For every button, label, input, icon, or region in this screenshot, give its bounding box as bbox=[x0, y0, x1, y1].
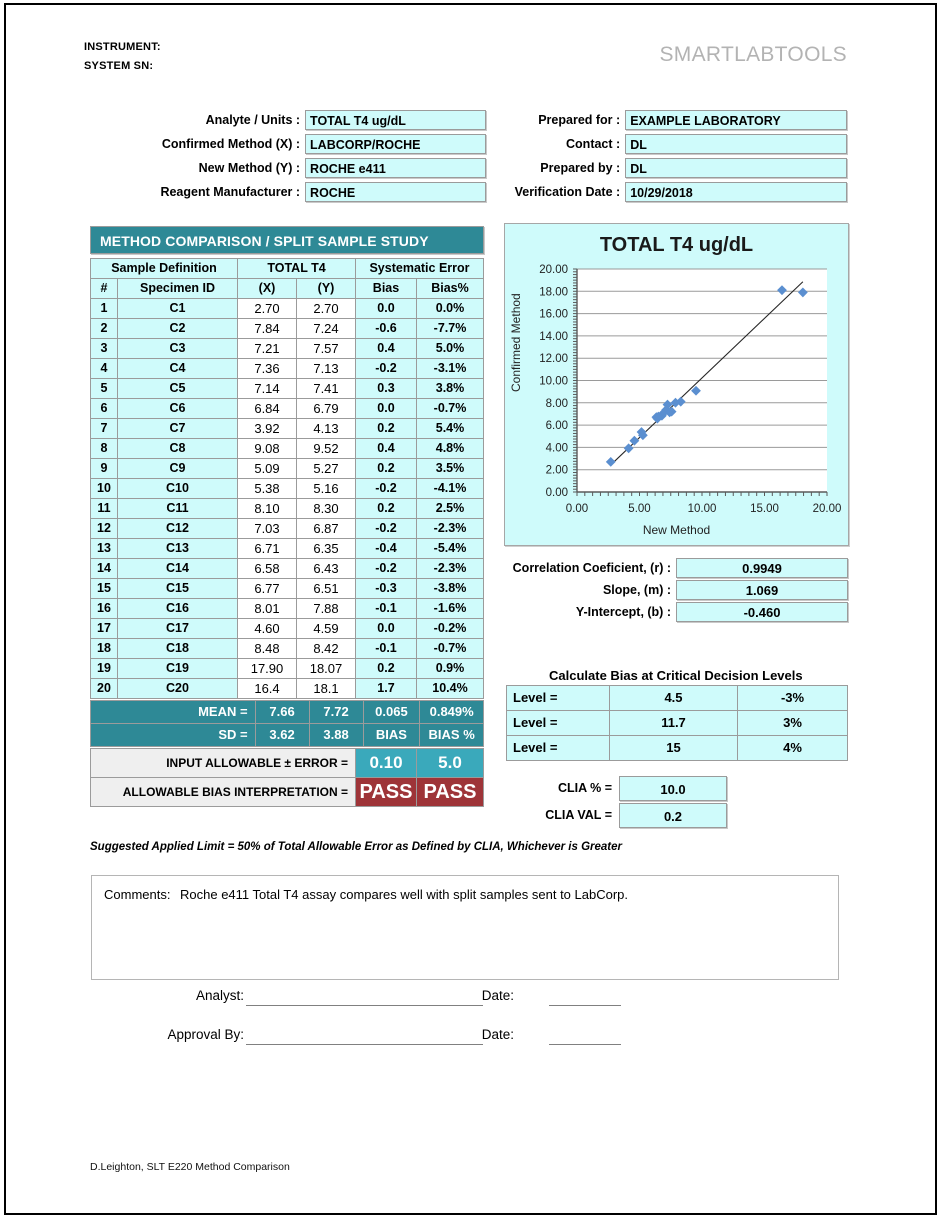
table-row bbox=[91, 539, 483, 558]
cell-x-value: 7.84 bbox=[238, 319, 296, 338]
cell-bias-pct: 0.0% bbox=[417, 299, 483, 318]
table-row bbox=[91, 459, 483, 478]
cell-index: 14 bbox=[91, 559, 117, 578]
table-row bbox=[91, 619, 483, 638]
chart-y-axis-label: Confirmed Method bbox=[509, 293, 523, 392]
critical-level-label: Level = bbox=[507, 736, 609, 760]
clia-label: CLIA % = bbox=[557, 781, 612, 795]
clia-value[interactable]: 10.0 bbox=[619, 776, 727, 801]
method-comparison-table bbox=[90, 226, 484, 807]
cell-index: 12 bbox=[91, 519, 117, 538]
cell-y-value: 8.42 bbox=[297, 639, 355, 658]
cell-y-value: 6.51 bbox=[297, 579, 355, 598]
cell-bias: 0.4 bbox=[356, 439, 416, 458]
cell-index: 8 bbox=[91, 439, 117, 458]
cell-x-value: 8.48 bbox=[238, 639, 296, 658]
analyte-info-label: New Method (Y) : bbox=[198, 161, 301, 175]
table-row bbox=[91, 439, 483, 458]
cell-specimen-id: C19 bbox=[118, 659, 237, 678]
critical-level-value[interactable]: 11.7 bbox=[610, 711, 737, 735]
cell-specimen-id: C2 bbox=[118, 319, 237, 338]
cell-y-value: 7.88 bbox=[297, 599, 355, 618]
svg-text:16.00: 16.00 bbox=[539, 308, 568, 321]
clia-label: CLIA VAL = bbox=[545, 808, 612, 822]
table-row bbox=[91, 579, 483, 598]
prep-info-value[interactable]: EXAMPLE LABORATORY bbox=[625, 110, 847, 130]
cell-bias-pct: -3.1% bbox=[417, 359, 483, 378]
critical-level-label: Level = bbox=[507, 686, 609, 710]
analyte-info-label: Confirmed Method (X) : bbox=[161, 137, 301, 151]
cell-bias: 0.0 bbox=[356, 399, 416, 418]
svg-text:10.00: 10.00 bbox=[687, 503, 717, 515]
cell-bias-pct: -1.6% bbox=[417, 599, 483, 618]
interpretation-row bbox=[91, 778, 483, 806]
prep-info-value[interactable]: 10/29/2018 bbox=[625, 182, 847, 202]
cell-index: 7 bbox=[91, 419, 117, 438]
preparation-info-block bbox=[497, 109, 847, 205]
cell-y-value: 4.13 bbox=[297, 419, 355, 438]
sd-row bbox=[91, 724, 483, 746]
svg-text:15.00: 15.00 bbox=[750, 503, 779, 515]
critical-level-bias: 4% bbox=[738, 736, 847, 760]
allowable-error-label: INPUT ALLOWABLE ± ERROR = bbox=[91, 749, 355, 777]
approval-label: Approval By: bbox=[167, 1027, 244, 1042]
stat-label: Slope, (m) : bbox=[602, 582, 671, 597]
interpretation-label: ALLOWABLE BIAS INTERPRETATION = bbox=[91, 778, 355, 806]
date-label-2: Date: bbox=[481, 1027, 514, 1042]
cell-x-value: 3.92 bbox=[238, 419, 296, 438]
stat-row bbox=[506, 601, 848, 622]
cell-bias: 0.2 bbox=[356, 459, 416, 478]
cell-bias: 0.0 bbox=[356, 299, 416, 318]
cell-y-value: 6.43 bbox=[297, 559, 355, 578]
cell-y-value: 18.07 bbox=[297, 659, 355, 678]
critical-level-row bbox=[507, 686, 847, 710]
allowable-error-pct[interactable]: 5.0 bbox=[417, 749, 483, 777]
cell-specimen-id: C6 bbox=[118, 399, 237, 418]
cell-index: 4 bbox=[91, 359, 117, 378]
cell-index: 15 bbox=[91, 579, 117, 598]
sd-bias-pct-header: BIAS % bbox=[420, 724, 483, 746]
stat-value[interactable]: 1.069 bbox=[676, 580, 848, 600]
cell-index: 19 bbox=[91, 659, 117, 678]
cell-specimen-id: C9 bbox=[118, 459, 237, 478]
cell-bias: 0.4 bbox=[356, 339, 416, 358]
cell-y-value: 5.16 bbox=[297, 479, 355, 498]
cell-specimen-id: C17 bbox=[118, 619, 237, 638]
prep-info-label: Verification Date : bbox=[514, 185, 621, 199]
cell-bias-pct: -5.4% bbox=[417, 539, 483, 558]
sd-x: 3.62 bbox=[256, 724, 309, 746]
critical-decision-levels-table bbox=[506, 685, 848, 761]
column-header-cell: Bias% bbox=[417, 279, 483, 298]
table-row bbox=[91, 379, 483, 398]
cell-x-value: 7.03 bbox=[238, 519, 296, 538]
comments-label: Comments: bbox=[104, 887, 171, 902]
document-footer: D.Leighton, SLT E220 Method Comparison bbox=[90, 1161, 290, 1173]
analyst-date-line[interactable] bbox=[549, 1005, 621, 1006]
cell-bias-pct: -2.3% bbox=[417, 559, 483, 578]
cell-bias: 0.3 bbox=[356, 379, 416, 398]
analyte-info-row bbox=[141, 133, 486, 155]
prep-info-row bbox=[497, 133, 847, 155]
cell-index: 11 bbox=[91, 499, 117, 518]
cell-specimen-id: C3 bbox=[118, 339, 237, 358]
cell-x-value: 6.77 bbox=[238, 579, 296, 598]
group-header-cell: Systematic Error bbox=[356, 259, 483, 278]
cell-y-value: 7.24 bbox=[297, 319, 355, 338]
critical-levels-title: Calculate Bias at Critical Decision Levels bbox=[549, 668, 803, 683]
table-row bbox=[91, 299, 483, 318]
interpretation-bias-status: PASS bbox=[356, 778, 416, 806]
cell-specimen-id: C14 bbox=[118, 559, 237, 578]
stat-label: Y-Intercept, (b) : bbox=[575, 604, 671, 619]
comments-text: Roche e411 Total T4 assay compares well with split samples sent to LabCorp. bbox=[180, 887, 629, 902]
table-row bbox=[91, 559, 483, 578]
svg-text:18.00: 18.00 bbox=[539, 286, 568, 299]
prep-info-row bbox=[497, 109, 847, 131]
clia-value[interactable]: 0.2 bbox=[619, 803, 727, 828]
svg-text:8.00: 8.00 bbox=[545, 397, 568, 410]
analyte-info-value[interactable]: ROCHE e411 bbox=[305, 158, 486, 178]
cell-y-value: 8.30 bbox=[297, 499, 355, 518]
mean-bias-pct: 0.849% bbox=[420, 701, 483, 723]
prep-info-value[interactable]: DL bbox=[625, 158, 847, 178]
cell-x-value: 6.58 bbox=[238, 559, 296, 578]
critical-level-label: Level = bbox=[507, 711, 609, 735]
date-label-1: Date: bbox=[481, 988, 514, 1003]
sd-y: 3.88 bbox=[310, 724, 363, 746]
cell-y-value: 6.87 bbox=[297, 519, 355, 538]
scatter-chart bbox=[504, 223, 849, 546]
analyte-info-label: Analyte / Units : bbox=[205, 113, 301, 127]
cell-index: 18 bbox=[91, 639, 117, 658]
allowable-error-bias[interactable]: 0.10 bbox=[356, 749, 416, 777]
critical-level-bias: -3% bbox=[738, 686, 847, 710]
table-title: METHOD COMPARISON / SPLIT SAMPLE STUDY bbox=[90, 226, 484, 254]
cell-x-value: 5.38 bbox=[238, 479, 296, 498]
table-row bbox=[91, 679, 483, 698]
cell-bias: -0.2 bbox=[356, 519, 416, 538]
stat-row bbox=[506, 579, 848, 600]
mean-y: 7.72 bbox=[310, 701, 363, 723]
cell-bias: -0.2 bbox=[356, 559, 416, 578]
approval-signature-line[interactable] bbox=[246, 1044, 483, 1045]
cell-x-value: 7.21 bbox=[238, 339, 296, 358]
table-row bbox=[91, 319, 483, 338]
cell-specimen-id: C15 bbox=[118, 579, 237, 598]
cell-x-value: 6.84 bbox=[238, 399, 296, 418]
cell-y-value: 4.59 bbox=[297, 619, 355, 638]
mean-bias: 0.065 bbox=[364, 701, 420, 723]
table-row bbox=[91, 599, 483, 618]
table-row bbox=[91, 479, 483, 498]
group-header-cell: TOTAL T4 bbox=[238, 259, 355, 278]
cell-bias-pct: -2.3% bbox=[417, 519, 483, 538]
svg-text:20.00: 20.00 bbox=[539, 264, 568, 276]
cell-bias: -0.3 bbox=[356, 579, 416, 598]
svg-text:14.00: 14.00 bbox=[539, 330, 568, 343]
svg-text:0.00: 0.00 bbox=[545, 487, 568, 499]
cell-index: 9 bbox=[91, 459, 117, 478]
cell-specimen-id: C10 bbox=[118, 479, 237, 498]
group-header-cell: Sample Definition bbox=[91, 259, 237, 278]
cell-specimen-id: C18 bbox=[118, 639, 237, 658]
critical-level-bias: 3% bbox=[738, 711, 847, 735]
analyte-info-label: Reagent Manufacturer : bbox=[160, 185, 301, 199]
cell-x-value: 17.90 bbox=[238, 659, 296, 678]
cell-index: 2 bbox=[91, 319, 117, 338]
mean-label: MEAN = bbox=[91, 701, 255, 723]
cell-index: 5 bbox=[91, 379, 117, 398]
cell-specimen-id: C11 bbox=[118, 499, 237, 518]
critical-level-row bbox=[507, 711, 847, 735]
cell-specimen-id: C16 bbox=[118, 599, 237, 618]
cell-y-value: 7.41 bbox=[297, 379, 355, 398]
analyte-info-block bbox=[141, 109, 486, 205]
cell-bias: -0.4 bbox=[356, 539, 416, 558]
instrument-header bbox=[84, 38, 161, 76]
brand-logo: SMARTLABTOOLS bbox=[659, 43, 847, 66]
cell-specimen-id: C7 bbox=[118, 419, 237, 438]
cell-bias-pct: 3.5% bbox=[417, 459, 483, 478]
cell-x-value: 9.08 bbox=[238, 439, 296, 458]
cell-bias: -0.1 bbox=[356, 639, 416, 658]
table-row bbox=[91, 339, 483, 358]
prep-info-row bbox=[497, 157, 847, 179]
cell-x-value: 16.4 bbox=[238, 679, 296, 698]
report-page bbox=[4, 3, 937, 1215]
column-header-cell: # bbox=[91, 279, 117, 298]
cell-bias-pct: 5.4% bbox=[417, 419, 483, 438]
prep-info-value[interactable]: DL bbox=[625, 134, 847, 154]
cell-bias-pct: -7.7% bbox=[417, 319, 483, 338]
mean-row bbox=[91, 701, 483, 723]
svg-text:0.00: 0.00 bbox=[565, 503, 589, 515]
cell-bias: -0.2 bbox=[356, 479, 416, 498]
cell-bias-pct: 0.9% bbox=[417, 659, 483, 678]
summary-mean-sd-grid bbox=[90, 700, 484, 747]
approval-date-line[interactable] bbox=[549, 1044, 621, 1045]
cell-y-value: 2.70 bbox=[297, 299, 355, 318]
analyst-label: Analyst: bbox=[195, 988, 244, 1003]
cell-specimen-id: C12 bbox=[118, 519, 237, 538]
cell-x-value: 8.01 bbox=[238, 599, 296, 618]
chart-plot-area bbox=[505, 224, 850, 547]
cell-y-value: 18.1 bbox=[297, 679, 355, 698]
column-header-cell: Specimen ID bbox=[118, 279, 237, 298]
cell-bias: 1.7 bbox=[356, 679, 416, 698]
stat-value[interactable]: -0.460 bbox=[676, 602, 848, 622]
cell-bias-pct: -0.2% bbox=[417, 619, 483, 638]
regression-stats-block bbox=[506, 557, 848, 623]
stat-row bbox=[506, 557, 848, 578]
prep-info-row bbox=[497, 181, 847, 203]
table-group-header-row bbox=[91, 259, 483, 278]
cell-bias: 0.2 bbox=[356, 499, 416, 518]
cell-specimen-id: C20 bbox=[118, 679, 237, 698]
svg-text:10.00: 10.00 bbox=[539, 375, 568, 388]
cell-specimen-id: C1 bbox=[118, 299, 237, 318]
cell-y-value: 5.27 bbox=[297, 459, 355, 478]
sd-label: SD = bbox=[91, 724, 255, 746]
cell-index: 20 bbox=[91, 679, 117, 698]
allowable-error-grid bbox=[90, 748, 484, 807]
cell-index: 3 bbox=[91, 339, 117, 358]
cell-bias: 0.2 bbox=[356, 659, 416, 678]
instrument-label: INSTRUMENT: bbox=[84, 41, 161, 53]
analyte-info-value[interactable]: LABCORP/ROCHE bbox=[305, 134, 486, 154]
stat-value[interactable]: 0.9949 bbox=[676, 558, 848, 578]
svg-text:2.00: 2.00 bbox=[545, 464, 568, 477]
analyte-info-row bbox=[141, 157, 486, 179]
table-row bbox=[91, 419, 483, 438]
table-row bbox=[91, 519, 483, 538]
prep-info-label: Contact : bbox=[566, 137, 621, 151]
chart-title: TOTAL T4 ug/dL bbox=[599, 234, 754, 256]
table-row bbox=[91, 399, 483, 418]
cell-bias: -0.2 bbox=[356, 359, 416, 378]
cell-bias-pct: -0.7% bbox=[417, 399, 483, 418]
critical-level-row bbox=[507, 736, 847, 760]
cell-index: 16 bbox=[91, 599, 117, 618]
analyte-info-value[interactable]: ROCHE bbox=[305, 182, 486, 202]
cell-y-value: 9.52 bbox=[297, 439, 355, 458]
cell-index: 6 bbox=[91, 399, 117, 418]
sd-bias-header: BIAS bbox=[364, 724, 420, 746]
cell-specimen-id: C8 bbox=[118, 439, 237, 458]
allowable-error-row bbox=[91, 749, 483, 777]
table-column-header-row bbox=[91, 279, 483, 298]
cell-bias-pct: 5.0% bbox=[417, 339, 483, 358]
analyte-info-row bbox=[141, 181, 486, 203]
chart-x-axis-label: New Method bbox=[642, 523, 711, 537]
clia-row bbox=[619, 775, 729, 801]
cell-y-value: 6.79 bbox=[297, 399, 355, 418]
cell-bias: 0.0 bbox=[356, 619, 416, 638]
cell-specimen-id: C4 bbox=[118, 359, 237, 378]
critical-level-value[interactable]: 15 bbox=[610, 736, 737, 760]
cell-index: 1 bbox=[91, 299, 117, 318]
cell-y-value: 7.13 bbox=[297, 359, 355, 378]
column-header-cell: (X) bbox=[238, 279, 296, 298]
cell-specimen-id: C13 bbox=[118, 539, 237, 558]
sample-data-grid bbox=[90, 258, 484, 699]
svg-text:12.00: 12.00 bbox=[539, 353, 568, 366]
cell-specimen-id: C5 bbox=[118, 379, 237, 398]
cell-bias-pct: -3.8% bbox=[417, 579, 483, 598]
cell-bias-pct: 3.8% bbox=[417, 379, 483, 398]
clia-values-block bbox=[619, 775, 729, 829]
cell-index: 17 bbox=[91, 619, 117, 638]
critical-level-value[interactable]: 4.5 bbox=[610, 686, 737, 710]
clia-row bbox=[619, 802, 729, 828]
cell-y-value: 6.35 bbox=[297, 539, 355, 558]
analyte-info-value[interactable]: TOTAL T4 ug/dL bbox=[305, 110, 486, 130]
svg-text:4.00: 4.00 bbox=[545, 442, 568, 455]
cell-x-value: 8.10 bbox=[238, 499, 296, 518]
cell-x-value: 6.71 bbox=[238, 539, 296, 558]
cell-bias: 0.2 bbox=[356, 419, 416, 438]
cell-index: 10 bbox=[91, 479, 117, 498]
prep-info-label: Prepared for : bbox=[538, 113, 621, 127]
table-row bbox=[91, 359, 483, 378]
cell-bias: -0.1 bbox=[356, 599, 416, 618]
analyst-signature-line[interactable] bbox=[246, 1005, 483, 1006]
cell-x-value: 7.36 bbox=[238, 359, 296, 378]
svg-text:20.00: 20.00 bbox=[812, 503, 842, 515]
cell-x-value: 5.09 bbox=[238, 459, 296, 478]
stat-label: Correlation Coeficient, (r) : bbox=[512, 560, 671, 575]
cell-bias-pct: -0.7% bbox=[417, 639, 483, 658]
cell-index: 13 bbox=[91, 539, 117, 558]
comments-box[interactable] bbox=[91, 875, 839, 980]
cell-x-value: 4.60 bbox=[238, 619, 296, 638]
prep-info-label: Prepared by : bbox=[540, 161, 621, 175]
mean-x: 7.66 bbox=[256, 701, 309, 723]
svg-text:5.00: 5.00 bbox=[628, 503, 651, 515]
column-header-cell: (Y) bbox=[297, 279, 355, 298]
interpretation-pct-status: PASS bbox=[417, 778, 483, 806]
cell-x-value: 2.70 bbox=[238, 299, 296, 318]
cell-bias-pct: 2.5% bbox=[417, 499, 483, 518]
cell-bias-pct: 4.8% bbox=[417, 439, 483, 458]
system-sn-label: SYSTEM SN: bbox=[84, 60, 154, 72]
cell-bias: -0.6 bbox=[356, 319, 416, 338]
cell-bias-pct: -4.1% bbox=[417, 479, 483, 498]
table-row bbox=[91, 499, 483, 518]
analyte-info-row bbox=[141, 109, 486, 131]
table-row bbox=[91, 659, 483, 678]
cell-y-value: 7.57 bbox=[297, 339, 355, 358]
applied-limit-footnote: Suggested Applied Limit = 50% of Total Allowable Error as Defined by CLIA, Whichever is Greater bbox=[90, 841, 622, 853]
svg-text:6.00: 6.00 bbox=[545, 420, 568, 433]
cell-bias-pct: 10.4% bbox=[417, 679, 483, 698]
column-header-cell: Bias bbox=[356, 279, 416, 298]
cell-x-value: 7.14 bbox=[238, 379, 296, 398]
table-row bbox=[91, 639, 483, 658]
